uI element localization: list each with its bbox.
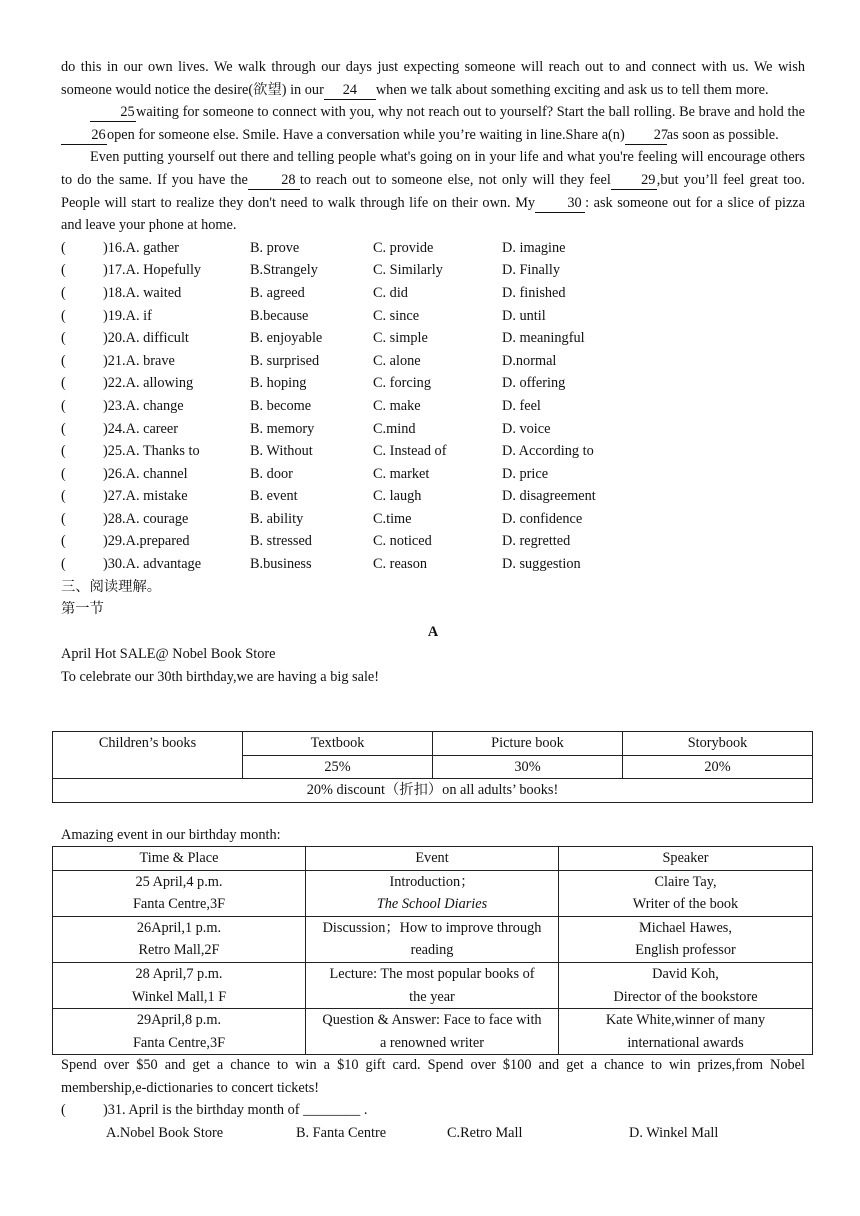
option-a: A.Nobel Book Store	[106, 1124, 224, 1141]
question-row	[61, 418, 805, 441]
event-line: The School Diaries	[376, 896, 488, 913]
event-row	[53, 916, 813, 962]
speaker-name: Michael Hawes,	[639, 919, 732, 936]
event-row	[53, 870, 813, 916]
question-31-row	[61, 1099, 805, 1122]
event-time: 26April,1 p.m.	[136, 919, 222, 936]
question-row	[61, 463, 805, 486]
option-d: D. feel	[502, 397, 541, 414]
question-list	[61, 237, 805, 576]
option-a: )27.A. mistake	[103, 488, 188, 505]
option-b: B. become	[250, 397, 312, 414]
option-d: D. until	[502, 307, 546, 324]
col-textbook: Textbook	[243, 732, 433, 756]
ad-intro: To celebrate our 30th birthday,we are having a big sale!	[61, 669, 380, 686]
option-c: C. forcing	[373, 375, 431, 392]
answer-paren[interactable]: (	[61, 397, 66, 414]
adult-discount-note: 20% discount（折扣）on all adults’ books!	[53, 779, 813, 803]
document-page	[61, 56, 805, 689]
passage-text: as soon as possible.	[666, 126, 779, 143]
question-row	[61, 282, 805, 305]
discount-textbook: 25%	[243, 755, 433, 779]
answer-paren[interactable]: (	[61, 488, 66, 505]
event-row	[53, 962, 813, 1008]
discount-storybook: 20%	[623, 755, 813, 779]
option-c: C. make	[373, 397, 421, 414]
event-line: a renowned writer	[379, 1034, 484, 1051]
passage-text: ,but you’ll feel great too. People will start to realize they don't need to walk through life on their own. My	[61, 171, 805, 211]
header-time-place: Time & Place	[53, 847, 306, 871]
option-b: B. door	[250, 465, 293, 482]
event-speaker	[559, 870, 813, 916]
option-b: B. hoping	[250, 375, 307, 392]
header-speaker: Speaker	[559, 847, 813, 871]
passage-text: do this in our own lives. We walk through our days just expecting someone will reach out to and connect with us. We wish someone would notice the desire(欲望) in our	[61, 59, 805, 98]
event-speaker	[559, 916, 813, 962]
section-heading: 三、阅读理解。	[61, 578, 162, 595]
answer-paren[interactable]: (	[61, 307, 66, 324]
option-a: )18.A. waited	[103, 284, 182, 301]
option-a: )24.A. career	[103, 420, 179, 437]
option-d: D. Finally	[502, 262, 560, 279]
option-c: C. since	[373, 307, 420, 324]
ad-title: April Hot SALE@ Nobel Book Store	[61, 646, 276, 663]
passage-text: : ask someone out for a slice of pizza and leave your phone at home.	[61, 194, 805, 234]
option-d: D. regretted	[502, 533, 571, 550]
option-b: B. Without	[250, 443, 313, 460]
section-subheading: 第一节	[61, 601, 104, 618]
option-b: B.business	[250, 556, 312, 573]
answer-paren[interactable]: (	[61, 420, 66, 437]
passage-text: when we talk about something exciting and ask us to tell them more.	[375, 81, 769, 98]
option-a: )30.A. advantage	[103, 556, 202, 573]
event-time-place	[53, 870, 306, 916]
option-d: D. offering	[502, 375, 566, 392]
event-time: 28 April,7 p.m.	[135, 965, 223, 982]
option-a: )16.A. gather	[103, 239, 179, 256]
question-row	[61, 530, 805, 553]
option-d: D. imagine	[502, 239, 566, 256]
event-line: Introduction；	[389, 873, 475, 890]
blank-29: 29	[611, 171, 657, 190]
answer-paren[interactable]: (	[61, 533, 66, 550]
event-place: Winkel Mall,1 F	[131, 988, 227, 1005]
blank-24: 24	[324, 81, 376, 100]
answer-paren[interactable]: (	[61, 556, 66, 573]
event-description	[306, 1009, 559, 1055]
option-b: B. stressed	[250, 533, 312, 550]
after-table-section	[61, 1054, 805, 1144]
event-line: reading	[410, 942, 454, 959]
option-a: )28.A. courage	[103, 510, 189, 527]
event-line: Discussion；How to improve through	[322, 919, 542, 936]
option-c: C. market	[373, 465, 430, 482]
option-d: D.normal	[502, 352, 557, 369]
events-intro: Amazing event in our birthday month:	[61, 827, 281, 843]
passage-paragraph-1	[61, 56, 805, 101]
event-time-place	[53, 916, 306, 962]
event-time: 25 April,4 p.m.	[135, 873, 223, 890]
answer-paren[interactable]: (	[61, 352, 66, 369]
answer-paren[interactable]: (	[61, 510, 66, 527]
option-a: )22.A. allowing	[103, 375, 194, 392]
answer-paren[interactable]: (	[61, 443, 66, 460]
option-c: C.time	[373, 510, 412, 527]
option-c: C. did	[373, 284, 408, 301]
option-d: D. meaningful	[502, 330, 585, 347]
col-storybook: Storybook	[623, 732, 813, 756]
option-b: B. surprised	[250, 352, 320, 369]
option-c: C. provide	[373, 239, 434, 256]
option-c: C. noticed	[373, 533, 432, 550]
spend-note: Spend over $50 and get a chance to win a $10 gift card. Spend over $100 and get a chance to win prizes,from Nobel membership,e-dictionaries to concert tickets!	[61, 1057, 805, 1096]
speaker-name: David Koh,	[652, 965, 719, 982]
event-time: 29April,8 p.m.	[136, 1012, 222, 1029]
option-b: B. prove	[250, 239, 300, 256]
option-d: D. According to	[502, 443, 594, 460]
speaker-title: Writer of the book	[632, 896, 739, 913]
option-a: )21.A. brave	[103, 352, 175, 369]
question-31-options	[61, 1122, 805, 1145]
option-b: B. enjoyable	[250, 330, 323, 347]
option-a: )23.A. change	[103, 397, 184, 414]
option-a: )20.A. difficult	[103, 330, 189, 347]
event-time-place	[53, 962, 306, 1008]
question-31-text: )31. April is the birthday month of ________ .	[103, 1102, 368, 1119]
event-place: Retro Mall,2F	[138, 942, 220, 959]
option-b: B. ability	[250, 510, 304, 527]
speaker-name: Claire Tay,	[654, 873, 717, 890]
answer-paren[interactable]: (	[61, 262, 66, 279]
question-row	[61, 237, 805, 260]
passage-letter: A	[427, 623, 439, 640]
option-b: B. Fanta Centre	[296, 1124, 387, 1141]
col-picture-book: Picture book	[433, 732, 623, 756]
event-speaker	[559, 1009, 813, 1055]
passage-text: to reach out to someone else, not only will they feel	[299, 171, 611, 188]
blank-26: 26	[61, 126, 107, 145]
answer-paren[interactable]: (	[61, 465, 66, 482]
option-d: D. finished	[502, 284, 566, 301]
option-d: D. voice	[502, 420, 551, 437]
option-c: C. reason	[373, 556, 427, 573]
passage-text: open for someone else. Smile. Have a conversation while you’re waiting in line.Share a(n)	[107, 126, 625, 143]
option-d: D. suggestion	[502, 556, 581, 573]
speaker-title: international awards	[627, 1034, 744, 1051]
discount-picture-book: 30%	[433, 755, 623, 779]
option-c: C.mind	[373, 420, 416, 437]
blank-30: 30	[535, 194, 585, 213]
question-row	[61, 508, 805, 531]
speaker-name: Kate White,winner of many	[605, 1012, 766, 1029]
option-c: C. laugh	[373, 488, 422, 505]
answer-paren[interactable]: (	[61, 239, 66, 256]
event-line: Lecture: The most popular books of	[329, 965, 535, 982]
event-description	[306, 870, 559, 916]
option-d: D. confidence	[502, 510, 583, 527]
option-b: B. event	[250, 488, 298, 505]
question-row	[61, 440, 805, 463]
passage-text: waiting for someone to connect with you, why not reach out to yourself? Start the ball rolling. Be brave and hold the	[136, 104, 805, 121]
event-place: Fanta Centre,3F	[132, 896, 226, 913]
option-b: B.because	[250, 307, 309, 324]
option-b: B. memory	[250, 420, 315, 437]
option-a: )25.A. Thanks to	[103, 443, 200, 460]
passage-paragraph-3	[61, 146, 805, 236]
option-b: B.Strangely	[250, 262, 318, 279]
speaker-title: English professor	[635, 942, 736, 959]
blank-27: 27	[625, 126, 667, 145]
question-row	[61, 259, 805, 282]
event-time-place	[53, 1009, 306, 1055]
answer-paren[interactable]: (	[61, 1102, 66, 1119]
question-row	[61, 553, 805, 576]
event-line: the year	[409, 988, 455, 1005]
event-description	[306, 962, 559, 1008]
event-line: Question & Answer: Face to face with	[322, 1012, 542, 1029]
question-row	[61, 395, 805, 418]
answer-paren[interactable]: (	[61, 375, 66, 392]
events-table	[52, 846, 813, 1055]
header-event: Event	[306, 847, 559, 871]
option-d: D. price	[502, 465, 549, 482]
option-a: )29.A.prepared	[103, 533, 190, 550]
question-row	[61, 372, 805, 395]
option-c: C. simple	[373, 330, 428, 347]
question-row	[61, 305, 805, 328]
option-c: C.Retro Mall	[447, 1124, 523, 1141]
children-books-cell: Children’s books	[53, 732, 243, 779]
passage-paragraph-2	[61, 101, 805, 146]
answer-paren[interactable]: (	[61, 330, 66, 347]
event-row	[53, 1009, 813, 1055]
question-row	[61, 350, 805, 373]
option-c: C. alone	[373, 352, 421, 369]
event-description	[306, 916, 559, 962]
option-c: C. Similarly	[373, 262, 443, 279]
blank-25: 25	[90, 103, 136, 122]
passage-text: Even putting yourself out there and telling people what's going on in your life and what you're feeling will encourage others to do the same. If you have the	[61, 149, 805, 188]
question-row	[61, 485, 805, 508]
question-row	[61, 327, 805, 350]
option-b: B. agreed	[250, 284, 305, 301]
option-d: D. Winkel Mall	[629, 1124, 719, 1141]
sale-table	[52, 731, 813, 803]
option-d: D. disagreement	[502, 488, 596, 505]
event-speaker	[559, 962, 813, 1008]
speaker-title: Director of the bookstore	[613, 988, 758, 1005]
blank-28: 28	[248, 171, 300, 190]
option-a: )26.A. channel	[103, 465, 188, 482]
option-a: )19.A. if	[103, 307, 152, 324]
option-c: C. Instead of	[373, 443, 447, 460]
event-place: Fanta Centre,3F	[132, 1034, 226, 1051]
answer-paren[interactable]: (	[61, 284, 66, 301]
option-a: )17.A. Hopefully	[103, 262, 202, 279]
